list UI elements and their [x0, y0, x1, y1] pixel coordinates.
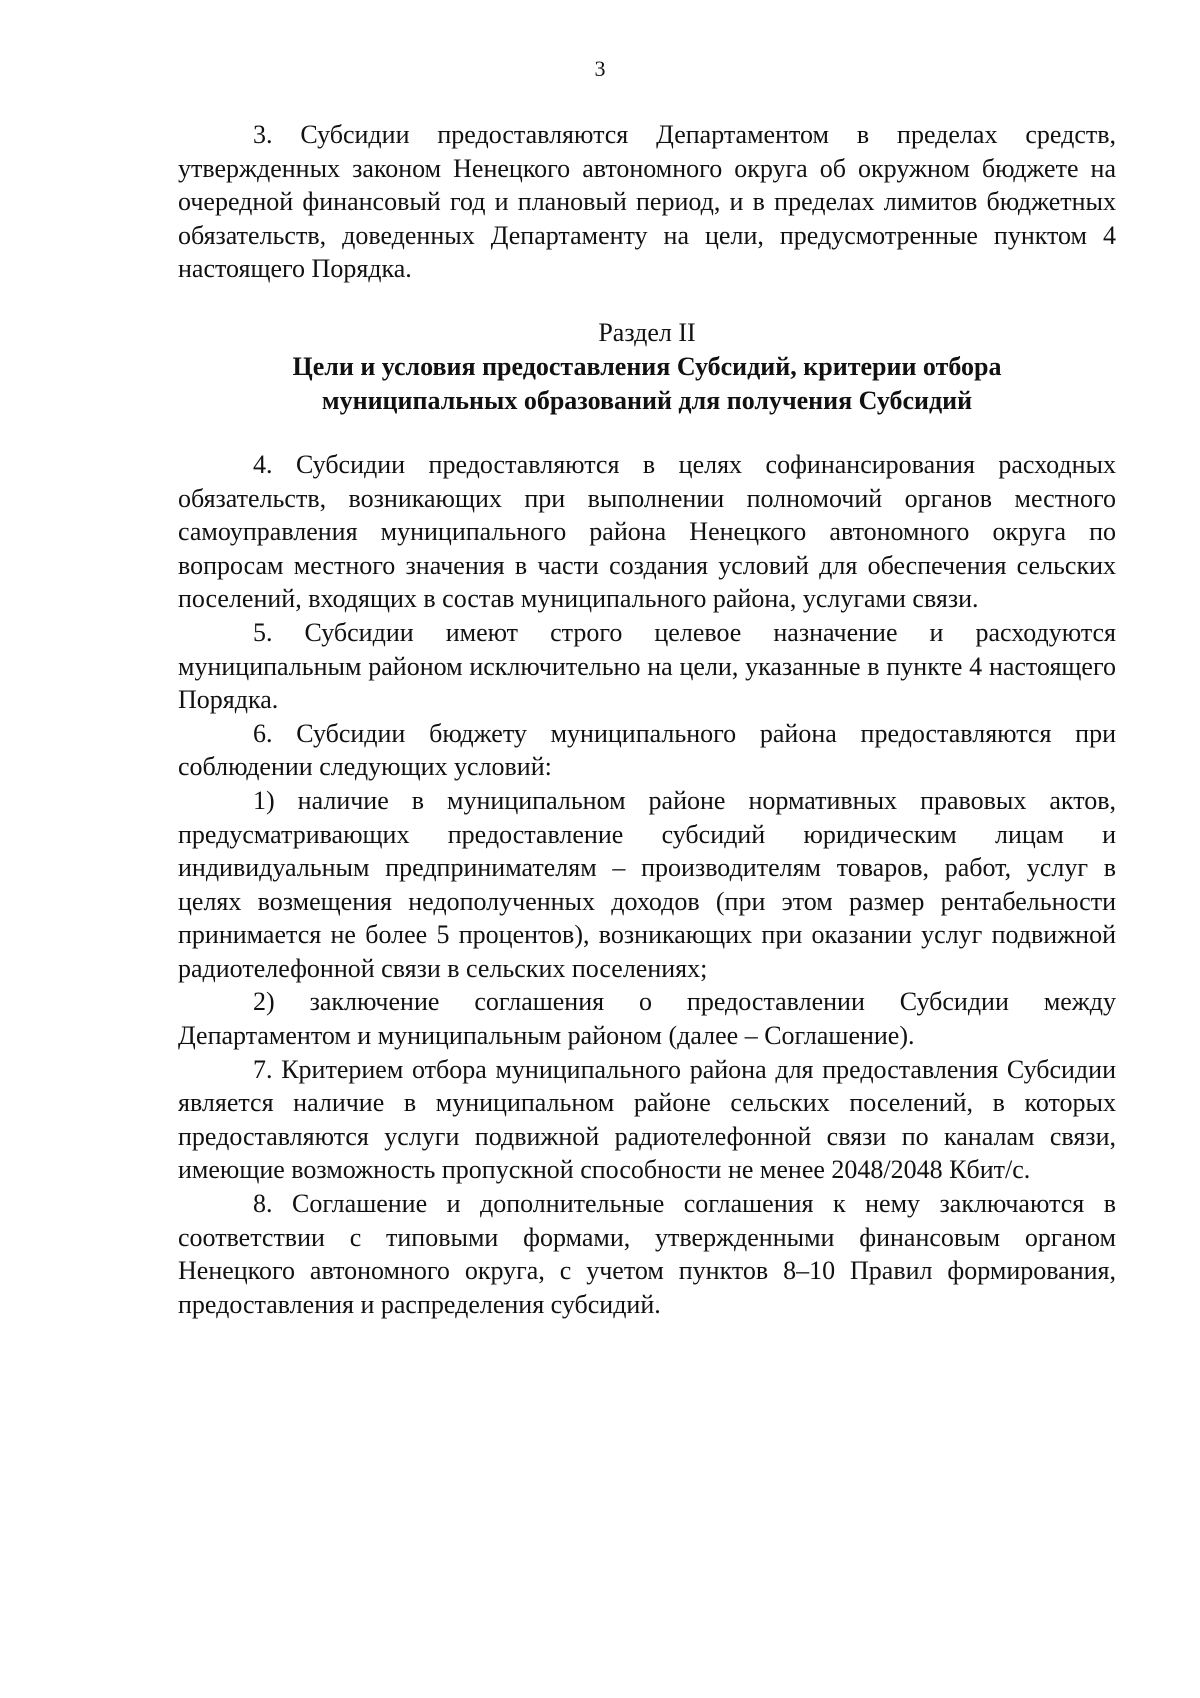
paragraph-6-item-1: 1) наличие в муниципальном районе нормативных правовых актов, предусматривающих предоставление субсидий юридическим лицам и индивидуальным предпринимателям – производителям товаров, работ, услуг в целях возмещения недополученных доходов (при этом размер рентабельности принимается не более 5 процентов), возникающих при оказании услуг подвижной радиотелефонной связи в сельских поселениях;: [178, 785, 1116, 983]
section-title: Цели и условия предоставления Субсидий, критерии отбора муниципальных образований для получения Субсидий: [292, 351, 1002, 415]
section-heading: [178, 316, 1116, 418]
paragraph-5: 5. Субсидии имеют строго целевое назначение и расходуются муниципальным районом исключительно на цели, указанные в пункте 4 настоящего Порядка.: [178, 617, 1116, 715]
document-body: [178, 118, 1116, 1321]
page-number: 3: [594, 56, 606, 81]
paragraph-3: 3. Субсидии предоставляются Департаментом в пределах средств, утвержденных законом Ненецкого автономного округа об окружном бюджете на очередной финансовый год и плановый период, и в пределах лимитов бюджетных обязательств, доведенных Департаменту на цели, предусмотренные пунктом 4 настоящего Порядка.: [178, 120, 1116, 284]
section-number: Раздел II: [598, 317, 696, 347]
paragraph-6-item-2: 2) заключение соглашения о предоставлении Субсидии между Департаментом и муниципальным районом (далее – Соглашение).: [178, 987, 1116, 1051]
paragraph-6: 6. Субсидии бюджету муниципального района предоставляются при соблюдении следующих условий:: [178, 718, 1116, 782]
paragraph-4: 4. Субсидии предоставляются в целях софинансирования расходных обязательств, возникающих при выполнении полномочий органов местного самоуправления муниципального района Ненецкого автономного округа по вопросам местного значения в части создания условий для обеспечения сельских поселений, входящих в состав муниципального района, услугами связи.: [178, 449, 1116, 614]
paragraph-8: 8. Соглашение и дополнительные соглашения к нему заключаются в соответствии с типовыми формами, утвержденными финансовым органом Ненецкого автономного округа, с учетом пунктов 8–10 Правил формирования, предоставления и распределения субсидий.: [178, 1189, 1116, 1319]
paragraph-7: 7. Критерием отбора муниципального района для предоставления Субсидии является наличие в муниципальном районе сельских поселений, в которых предоставляются услуги подвижной радиотелефонной связи по каналам связи, имеющие возможность пропускной способности не менее 2048/2048 Кбит/с.: [178, 1054, 1116, 1185]
